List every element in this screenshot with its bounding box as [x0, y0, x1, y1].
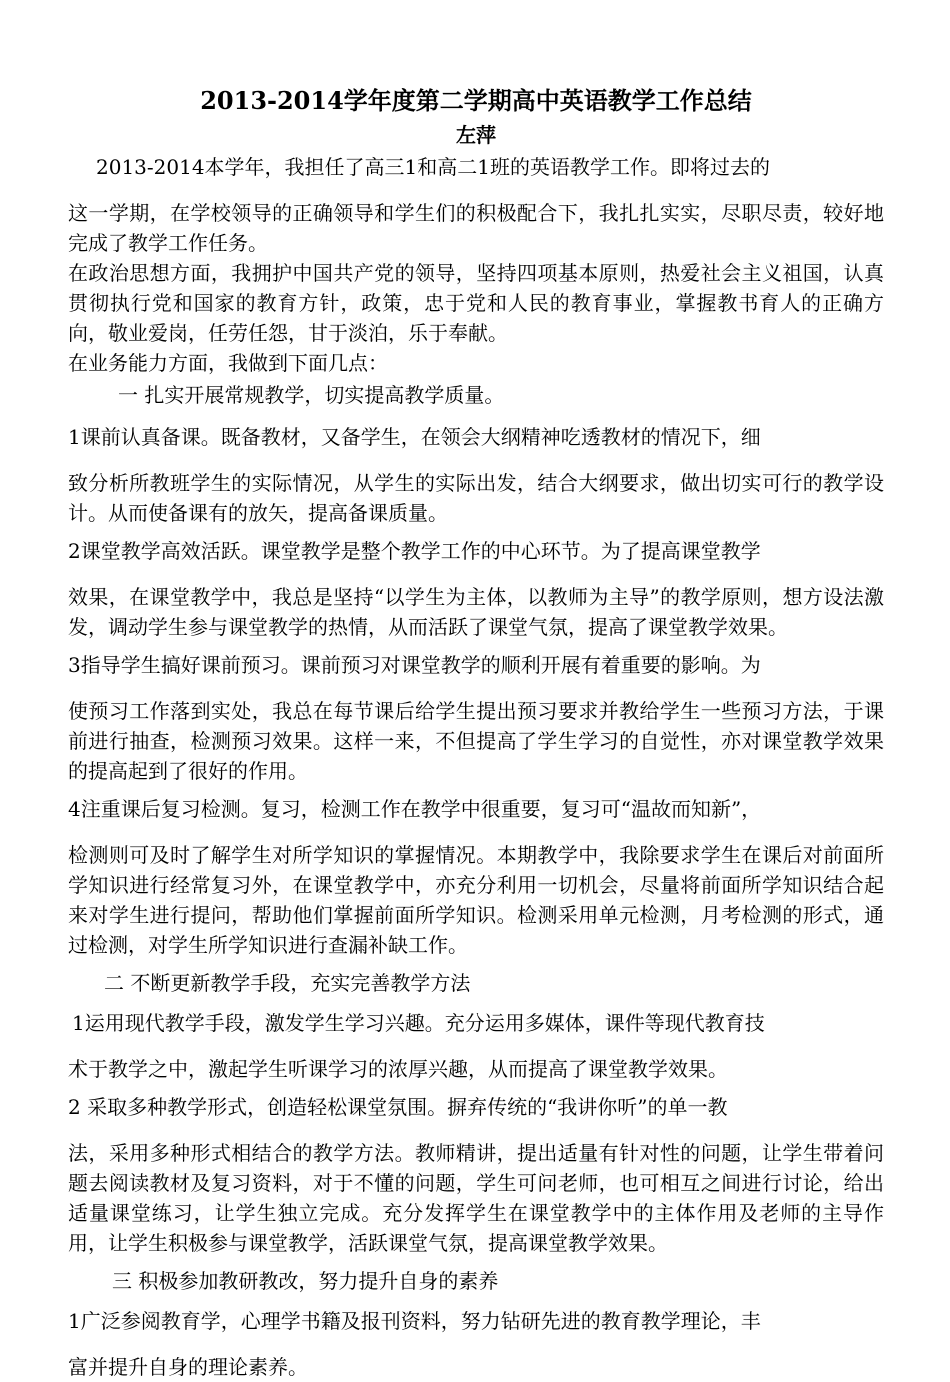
section-heading-1: 一 扎实开展常规教学，切实提高教学质量。 [118, 383, 505, 407]
section2-item-1 [68, 1008, 884, 1084]
section-heading-2: 二 不断更新教学手段，充实完善教学方法 [104, 971, 471, 995]
section-heading-3: 三 积极参加教研教改，努力提升自身的素养 [112, 1269, 499, 1293]
ability-paragraph: 在业务能力方面，我做到下面几点： [68, 351, 388, 375]
item-rest: 使预习工作落到实处，我总在每节课后给学生提出预习要求并教给学生一些预习方法，于课前进行抽查，检测预习效果。这样一来，不但提高了学生学习的自觉性，亦对课堂教学效果的提高起到了很好的作用。 [68, 699, 884, 783]
politics-paragraph: 在政治思想方面，我拥护中国共产党的领导，坚持四项基本原则，热爱社会主义祖国，认真贯彻执行党和国家的教育方针，政策，忠于党和人民的教育事业，掌握教书育人的正确方向，敬业爱岗，任劳任怨，甘于淡泊，乐于奉献。 [68, 261, 884, 345]
section1-item-4 [68, 794, 884, 960]
item-first-line: 3指导学生搞好课前预习。课前预习对课堂教学的顺利开展有着重要的影响。为 [68, 653, 761, 677]
section1-item-2 [68, 536, 884, 642]
item-rest: 法，采用多种形式相结合的教学方法。教师精讲，提出适量有针对性的问题，让学生带着问题去阅读教材及复习资料，对于不懂的问题，学生可问老师，也可相互之间进行讨论，给出适量课堂练习，让学生独立完成。充分发挥学生在课堂教学中的主体作用及老师的主导作用，让学生积极参与课堂教学，活跃课堂气氛，提高课堂教学效果。 [68, 1141, 884, 1255]
item-rest: 效果，在课堂教学中，我总是坚持“以学生为主体，以教师为主导”的教学原则，想方设法激发，调动学生参与课堂教学的热情，从而活跃了课堂气氛，提高了课堂教学效果。 [68, 585, 884, 639]
intro-rest: 这一学期，在学校领导的正确领导和学生们的积极配合下，我扎扎实实，尽职尽责，较好地完成了教学工作任务。 [68, 201, 884, 255]
item-first-line: 1课前认真备课。既备教材，又备学生，在领会大纲精神吃透教材的情况下，细 [68, 425, 761, 449]
item-first-line: 1运用现代教学手段，激发学生学习兴趣。充分运用多媒体，课件等现代教育技 [72, 1011, 765, 1035]
item-first-line: 1广泛参阅教育学，心理学书籍及报刊资料，努力钻研先进的教育教学理论，丰 [68, 1309, 761, 1333]
document-title: 2013-2014学年度第二学期高中英语教学工作总结 [200, 86, 752, 115]
item-first-line: 2课堂教学高效活跃。课堂教学是整个教学工作的中心环节。为了提高课堂教学 [68, 539, 761, 563]
item-first-line: 4注重课后复习检测。复习，检测工作在教学中很重要，复习可“温故而知新”， [68, 797, 762, 821]
item-rest: 致分析所教班学生的实际情况，从学生的实际出发，结合大纲要求，做出切实可行的教学设计。从而使备课有的放矢，提高备课质量。 [68, 471, 884, 525]
intro-paragraph [68, 152, 884, 258]
item-rest: 术于教学之中，激起学生听课学习的浓厚兴趣，从而提高了课堂教学效果。 [68, 1057, 728, 1081]
item-rest: 检测则可及时了解学生对所学知识的掌握情况。本期教学中，我除要求学生在课后对前面所学知识进行经常复习外，在课堂教学中，亦充分利用一切机会，尽量将前面所学知识结合起来对学生进行提问，帮助他们掌握前面所学知识。检测采用单元检测，月考检测的形式，通过检测，对学生所学知识进行查漏补缺工作。 [68, 843, 884, 957]
author-name: 左萍 [456, 123, 496, 147]
section1-item-1 [68, 422, 884, 528]
item-first-line: 2 采取多种教学形式，创造轻松课堂氛围。摒弃传统的“我讲你听”的单一教 [68, 1095, 728, 1119]
section3-item-1 [68, 1306, 884, 1382]
section1-item-3 [68, 650, 884, 786]
section2-item-2 [68, 1092, 884, 1258]
intro-first-line: 2013-2014本学年，我担任了高三1和高二1班的英语教学工作。即将过去的 [96, 155, 771, 179]
item-rest: 富并提升自身的理论素养。 [68, 1355, 308, 1379]
